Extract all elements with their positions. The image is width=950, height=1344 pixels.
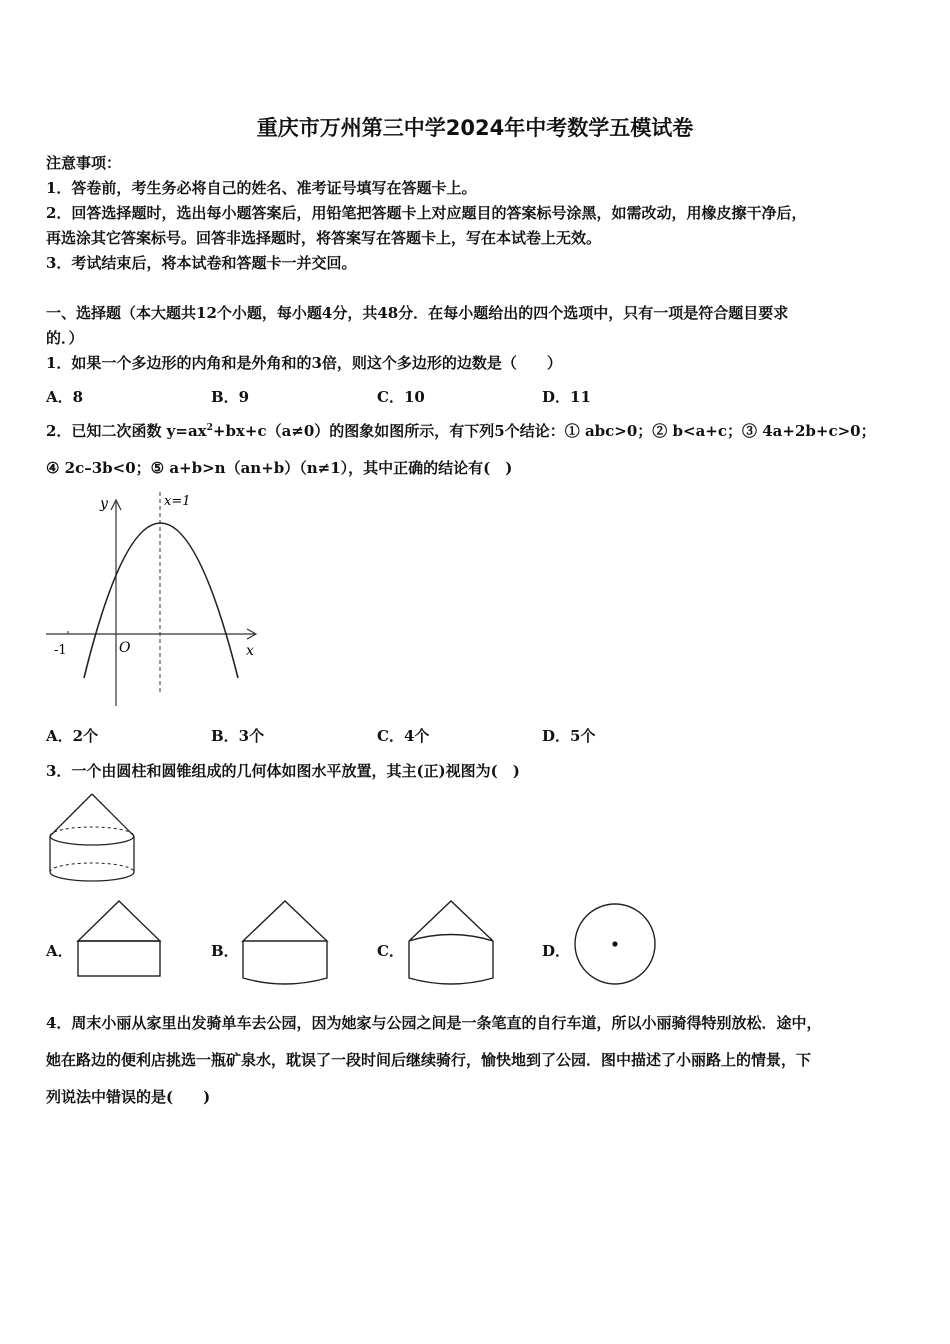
q3-option-c-label: C． (377, 942, 404, 960)
origin-label: O (119, 640, 131, 656)
q2-option-d: D．5个 (542, 727, 596, 745)
q3-option-d-figure (569, 900, 661, 992)
question-2-text-cont: ④ 2c–3b<0；⑤ a+b>n（an+b）（n≠1），其中正确的结论有( ) (46, 459, 513, 477)
notes-item: 3．考试结束后，将本试卷和答题卡一并交回。 (46, 254, 357, 272)
q2-option-c: C．4个 (377, 727, 430, 745)
page-title: 重庆市万州第三中学2024年中考数学五模试卷 (256, 116, 694, 140)
question-4-text-cont: 她在路边的便利店挑选一瓶矿泉水，耽误了一段时间后继续骑行，愉快地到了公园．图中描述了小丽路上的情景，下 (46, 1051, 812, 1069)
notes-item: 1．答卷前，考生务必将自己的姓名、准考证号填写在答题卡上。 (46, 179, 477, 197)
question-2-text: 2．已知二次函数 $y=ax^2+bx+c(a\ne 0)$的图象如图所示，有下列5个结论：① abc>0；② b<a+c；③ 4a+2b+c>0； (46, 422, 876, 440)
q3-option-b-figure (239, 898, 331, 990)
section-header-cont: 的．） (46, 329, 84, 347)
y-axis-label: y (100, 496, 108, 512)
q2-option-a: A．2个 (46, 727, 99, 745)
question-4-text: 4．周末小丽从家里出发骑单车去公园，因为她家与公园之间是一条笔直的自行车道，所以小丽骑得特别放松．途中， (46, 1014, 822, 1032)
q1-option-c: C．10 (377, 388, 425, 406)
neg-one-label: -1 (54, 643, 67, 658)
q1-option-a: A．8 (46, 388, 84, 406)
parabola-curve (84, 523, 238, 678)
notes-header: 注意事项： (46, 154, 122, 172)
question-3-text: 3．一个由圆柱和圆锥组成的几何体如图水平放置，其主(正)视图为( ) (46, 762, 520, 780)
question-4-text-cont: 列说法中错误的是( ) (46, 1088, 211, 1106)
q3-option-a-label: A． (46, 942, 73, 960)
symmetry-axis-label: x=1 (164, 494, 191, 509)
q3-option-c-figure (405, 898, 497, 990)
q3-option-d-label: D． (542, 942, 571, 960)
parabola-graph (40, 488, 270, 713)
q1-option-d: D．11 (542, 388, 591, 406)
q3-option-a-figure (74, 898, 164, 982)
x-axis-label: x (246, 643, 254, 659)
question-1-text: 1．如果一个多边形的内角和是外角和的3倍，则这个多边形的边数是（ ） (46, 354, 562, 372)
q2-option-b: B．3个 (211, 727, 265, 745)
q3-option-b-label: B． (211, 942, 239, 960)
section-header: 一、选择题（本大题共12个小题，每小题4分，共48分．在每小题给出的四个选项中，只有一项是符合题目要求 (46, 304, 789, 322)
notes-item: 2．回答选择题时，选出每小题答案后，用铅笔把答题卡上对应题目的答案标号涂黑，如需改动，用橡皮擦干净后， (46, 204, 807, 222)
notes-item: 再选涂其它答案标号。回答非选择题时，将答案写在答题卡上，写在本试卷上无效。 (46, 229, 602, 247)
q1-option-b: B．9 (211, 388, 250, 406)
cylinder-cone-solid (44, 790, 144, 885)
